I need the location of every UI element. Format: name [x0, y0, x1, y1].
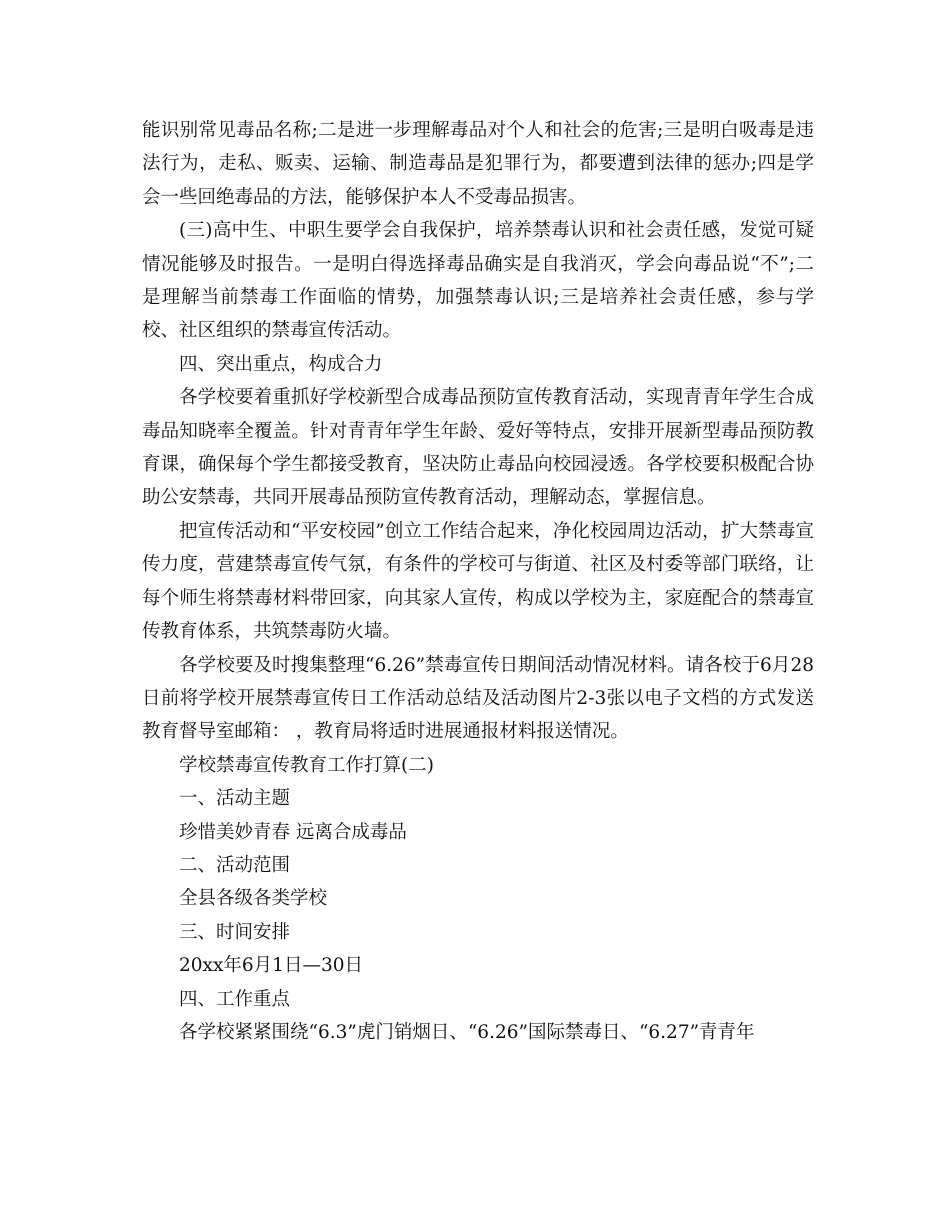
work-focus-text: 各学校紧紧围绕“6.3”虎门销烟日、“6.26”国际禁毒日、“6.27”青青年 — [179, 1021, 755, 1043]
section-heading-work-focus: 四、工作重点 — [179, 988, 291, 1010]
paragraph-2: (三)高中生、中职生要学会自我保护，培养禁毒认识和社会责任感，发觉可疑情况能够及时报告。一是明白得选择毒品确实是自我消灭，学会向毒品说“不”;二是理解当前禁毒工作面临的情势，加强禁毒认识;三是培养社会责任感，参与学校、社区组织的禁毒宣传活动。 — [142, 220, 814, 342]
paragraph-6: 各学校要及时搜集整理“6.26”禁毒宣传日期间活动情况材料。请各校于6月28日前将学校开展禁毒宣传日工作活动总结及活动图片2-3张以电子文档的方式发送教育督导室邮箱： ，教育局将适时进展通报材料报送情况。 — [142, 654, 814, 743]
section-heading-4: 四、突出重点，构成合力 — [179, 353, 383, 375]
plan-title-2: 学校禁毒宣传教育工作打算(二) — [179, 754, 434, 776]
activity-scope-text: 全县各级各类学校 — [179, 888, 328, 910]
document-body — [142, 114, 814, 1049]
schedule-text: 20xx年6月1日—30日 — [179, 955, 363, 977]
section-heading-activity-scope: 二、活动范围 — [179, 854, 291, 876]
paragraph-1: 能识别常见毒品名称;二是进一步理解毒品对个人和社会的危害;三是明白吸毒是违法行为，走私、贩卖、运输、制造毒品是犯罪行为，都要遭到法律的惩办;四是学会一些回绝毒品的方法，能够保护本人不受毒品损害。 — [142, 120, 814, 208]
section-heading-activity-theme: 一、活动主题 — [179, 788, 291, 810]
paragraph-4: 各学校要着重抓好学校新型合成毒品预防宣传教育活动，实现青青年学生合成毒品知晓率全覆盖。针对青青年学生年龄、爱好等特点，安排开展新型毒品预防教育课，确保每个学生都接受教育，坚决防止毒品向校园浸透。各学校要积极配合协助公安禁毒，共同开展毒品预防宣传教育活动，理解动态，掌握信息。 — [142, 387, 814, 509]
activity-theme-text: 珍惜美妙青春 远离合成毒品 — [179, 821, 407, 843]
section-heading-schedule: 三、时间安排 — [179, 921, 291, 943]
paragraph-5: 把宣传活动和“平安校园”创立工作结合起来，净化校园周边活动，扩大禁毒宣传力度，营建禁毒宣传气氛，有条件的学校可与街道、社区及村委等部门联络，让每个师生将禁毒材料带回家，向其家人宣传，构成以学校为主，家庭配合的禁毒宣传教育体系，共筑禁毒防火墙。 — [142, 520, 814, 643]
